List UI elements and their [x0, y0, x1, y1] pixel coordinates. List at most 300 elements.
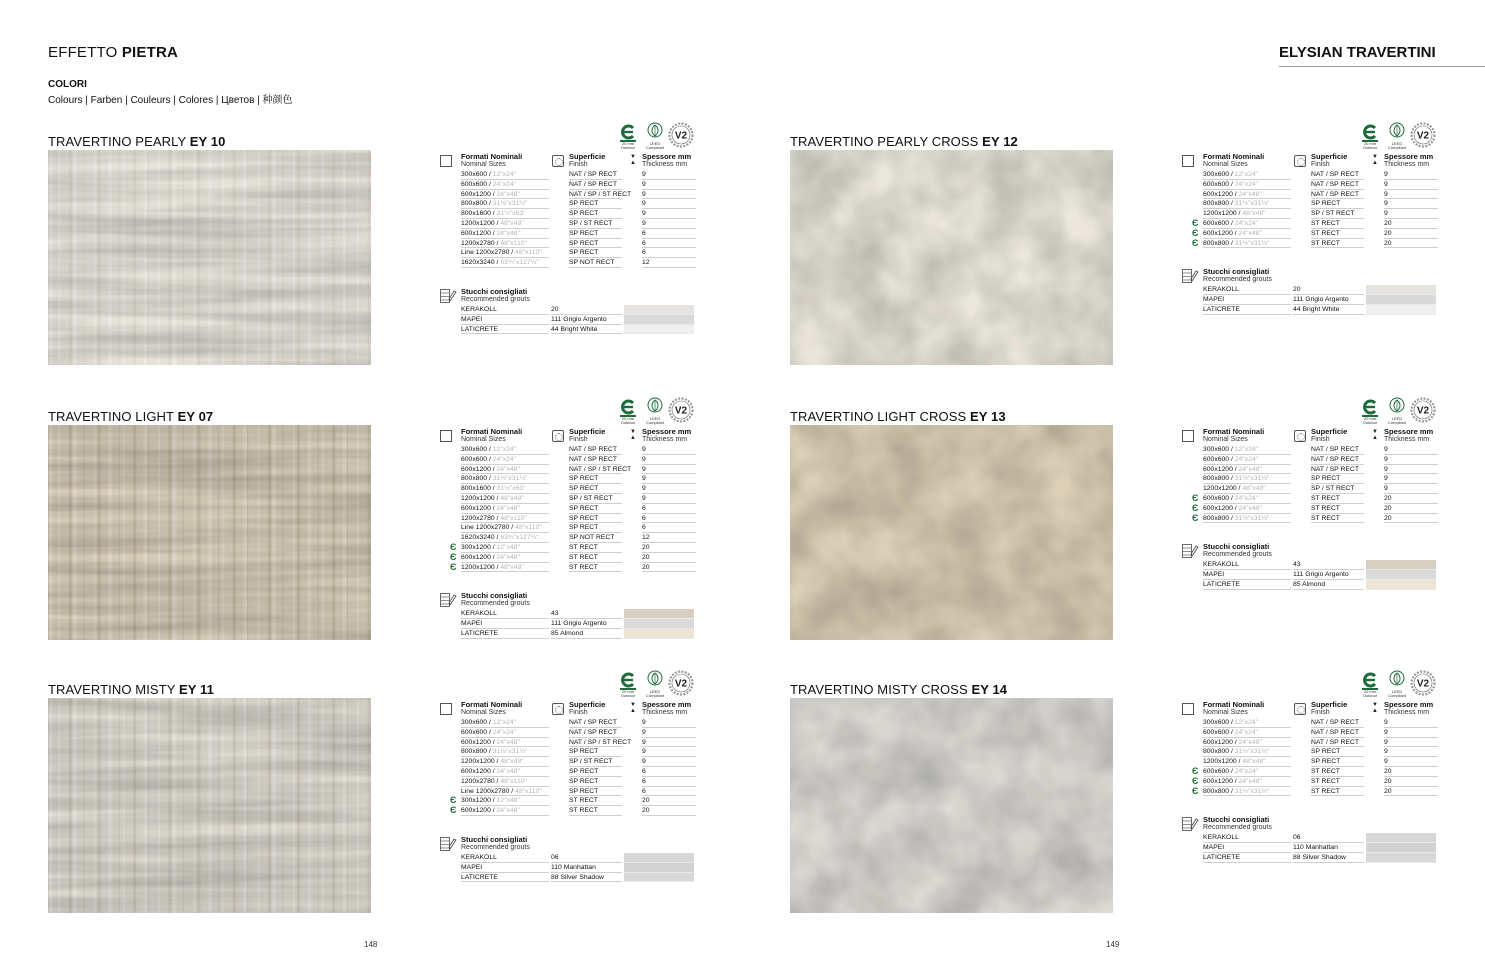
grout-color-swatch [1366, 305, 1436, 315]
outdoor-e-icon: Є [1192, 227, 1199, 238]
size-cell [1203, 787, 1291, 797]
finish-cell: SP RECT [569, 484, 622, 494]
finish-cell: SP RECT [569, 239, 622, 249]
product-code: EY 13 [970, 409, 1006, 424]
tile-swatch-image [48, 698, 371, 913]
finish-cell: SP RECT [1311, 747, 1364, 757]
table-row [440, 787, 696, 797]
thickness-cell: 9 [642, 757, 696, 767]
finish-cell: SP / ST RECT [569, 219, 622, 229]
thickness-cell: 20 [1384, 767, 1438, 777]
grout-heading-en: Recommended grouts [461, 600, 530, 608]
size-cell [1203, 229, 1291, 239]
thickness-cell: 6 [642, 523, 696, 533]
grout-heading-it: Stucchi consigliati [1203, 815, 1270, 825]
thickness-heading [642, 153, 691, 169]
finish-cell: SP RECT [569, 504, 622, 514]
grout-brand: MAPEI [1203, 570, 1291, 580]
size-cell [461, 199, 549, 209]
size-cell [461, 474, 549, 484]
size-inch: 63¾"x127½" [500, 534, 539, 542]
size-cell [461, 718, 549, 728]
size-mm: 600x600 / [461, 180, 491, 188]
grout-table [440, 591, 696, 638]
grout-name: 88 Silver Shadow [551, 873, 622, 883]
product-title [790, 682, 1007, 697]
size-cell [461, 563, 549, 573]
thickness-heading-en: Thickness mm [1384, 161, 1430, 168]
finish-cell: SP RECT [1311, 199, 1364, 209]
finish-cell: SP RECT [1311, 757, 1364, 767]
thickness-cell: 9 [1384, 180, 1438, 190]
grout-color-swatch [1366, 833, 1436, 843]
grout-name: 06 [1293, 833, 1364, 843]
finish-cell: SP RECT [569, 229, 622, 239]
spec-table [1182, 427, 1438, 590]
grout-row [440, 325, 696, 335]
sizes-heading-en: Nominal Sizes [461, 436, 506, 443]
leed-leaf-icon [1388, 397, 1406, 423]
grout-color-swatch [624, 873, 694, 883]
thickness-cell: 9 [642, 190, 696, 200]
size-cell [461, 747, 549, 757]
size-mm: 1200x1200 / [461, 494, 499, 502]
finish-cell: NAT / SP RECT [569, 455, 622, 465]
size-cell [1203, 738, 1291, 748]
finish-cell: SP RECT [569, 767, 622, 777]
finish-heading [1311, 701, 1347, 717]
finish-cell: ST RECT [569, 543, 622, 553]
size-mm: 800x1600 / [461, 485, 495, 493]
thickness-cell: 20 [642, 543, 696, 553]
thickness-cell: 20 [1384, 787, 1438, 797]
size-inch: 24"x48" [496, 767, 520, 775]
size-inch: 12"x48" [496, 797, 520, 805]
outdoor-e-icon [619, 122, 637, 148]
table-row [440, 806, 696, 816]
finish-cell: NAT / SP RECT [1311, 465, 1364, 475]
grout-brand: LATICRETE [461, 873, 549, 883]
size-inch: 24"x24" [1234, 767, 1259, 775]
size-cell [1203, 484, 1291, 494]
thickness-cell: 9 [1384, 718, 1438, 728]
grout-header [440, 591, 696, 609]
size-cell [1203, 747, 1291, 757]
size-mm: 1620x3240 / [461, 259, 499, 267]
size-inch: 24"x48" [496, 807, 520, 815]
grout-color-swatch [624, 305, 694, 315]
grout-name: 44 Bright White [551, 325, 622, 335]
v2-text: V2 [674, 678, 688, 690]
size-cell [1203, 718, 1291, 728]
grout-heading [1203, 543, 1272, 559]
thickness-arrows-icon: ▼ ▲ [630, 702, 636, 714]
size-mm: 300x600 / [461, 719, 491, 726]
size-cell [1203, 757, 1291, 767]
thickness-heading-it: Spessore mm [1384, 700, 1434, 709]
size-mm: 300x600 / [461, 171, 491, 178]
product-card [790, 130, 1450, 400]
grout-brand: LATICRETE [461, 629, 549, 639]
size-mm: 1200x1200 / [1203, 485, 1241, 493]
finish-cell: ST RECT [569, 806, 622, 816]
outdoor-e-icon [619, 397, 637, 423]
size-mm: 1200x1200 / [461, 758, 499, 766]
table-row [440, 767, 696, 777]
leed-leaf-icon [1388, 670, 1406, 696]
thickness-cell: 12 [642, 533, 696, 543]
size-cell [461, 514, 549, 524]
size-inch: 24"x24" [1234, 494, 1259, 502]
finish-cell: NAT / SP RECT [569, 170, 622, 180]
certification-badges [619, 670, 699, 696]
table-row [1182, 747, 1438, 757]
size-inch: 24"x24" [1234, 219, 1259, 227]
size-cell [461, 258, 549, 268]
grout-color-swatch [1366, 570, 1436, 580]
table-row [440, 445, 696, 455]
finish-cell: SP / ST RECT [1311, 484, 1364, 494]
finish-cell: ST RECT [1311, 239, 1364, 249]
grout-table [440, 835, 696, 882]
table-row [1182, 474, 1438, 484]
finish-cell: NAT / SP / ST RECT [569, 190, 632, 198]
finish-surface-icon [1294, 703, 1306, 715]
finish-heading-it: Superficie [1311, 427, 1348, 436]
size-mm: 600x1200 / [1203, 777, 1237, 785]
finish-cell: ST RECT [1311, 219, 1364, 229]
sizes-heading-it: Formati Nominali [461, 427, 523, 436]
size-cell [1203, 190, 1291, 200]
size-mm: 300x1200 / [461, 797, 495, 805]
finish-cell: SP / ST RECT [569, 494, 622, 504]
finish-cell: NAT / SP RECT [569, 180, 622, 190]
finish-cell: NAT / SP RECT [569, 445, 622, 455]
table-row [1182, 170, 1438, 180]
size-inch: 48"x110" [500, 239, 527, 247]
finish-cell: ST RECT [1311, 777, 1364, 787]
size-mm: 600x600 / [461, 728, 491, 736]
grout-heading [461, 592, 530, 608]
leed-leaf-icon [646, 397, 664, 423]
size-cell [461, 787, 549, 797]
grout-brand: KERAKOLL [1203, 560, 1291, 570]
grout-brand: KERAKOLL [1203, 285, 1291, 295]
table-row [440, 455, 696, 465]
product-name: TRAVERTINO PEARLY [48, 134, 186, 149]
spec-table [1182, 152, 1438, 315]
finish-surface-icon [1294, 155, 1306, 167]
size-inch: 48"x48" [1242, 758, 1266, 766]
size-square-icon [440, 703, 452, 715]
size-mm: 800x800 / [461, 748, 491, 756]
outdoor-e-icon: Є [1192, 775, 1199, 786]
thickness-cell: 6 [642, 777, 696, 787]
size-mm: 1200x2780 / [461, 514, 499, 522]
size-mm: 800x800 / [1203, 787, 1233, 795]
size-mm: 1200x1200 / [1203, 210, 1241, 218]
grout-header [440, 835, 696, 853]
size-inch: 24"x48" [1238, 738, 1262, 746]
outdoor-badge-label: 20 mm Outdoor [620, 689, 636, 698]
finish-cell: SP RECT [569, 787, 622, 797]
leed-badge-label: LEED Compliant [1388, 141, 1407, 150]
sizes-heading [1203, 701, 1264, 717]
finish-heading-it: Superficie [569, 700, 606, 709]
grout-heading-it: Stucchi consigliati [461, 591, 528, 601]
size-cell [461, 757, 549, 767]
size-mm: 600x1200 / [461, 190, 495, 198]
finish-cell: SP RECT [569, 747, 622, 757]
grout-header [440, 287, 696, 305]
grout-name: 85 Almond [1293, 580, 1364, 590]
certification-badges [619, 122, 699, 148]
grout-heading-it: Stucchi consigliati [461, 286, 528, 296]
finish-cell: NAT / SP RECT [569, 728, 622, 738]
thickness-cell: 20 [642, 553, 696, 563]
page-number-right: 149 [1106, 940, 1120, 949]
finish-cell: SP RECT [569, 514, 622, 524]
finish-cell: ST RECT [1311, 514, 1364, 524]
thickness-heading-it: Spessore mm [642, 427, 692, 436]
thickness-heading-it: Spessore mm [642, 152, 692, 161]
v2-variation-icon [1410, 122, 1436, 148]
size-inch: 31½"x31½" [1234, 475, 1270, 483]
table-row [440, 543, 696, 553]
size-cell [1203, 445, 1291, 455]
finish-surface-icon [552, 155, 564, 167]
grout-trowel-icon [440, 593, 457, 607]
size-mm: 800x800 / [1203, 475, 1233, 483]
thickness-cell: 9 [1384, 484, 1438, 494]
table-row [440, 190, 696, 200]
product-code: EY 07 [177, 409, 214, 424]
thickness-heading-en: Thickness mm [642, 709, 688, 716]
grout-row [1182, 305, 1438, 315]
header-left: EFFETTO PIETRA [48, 44, 179, 61]
finish-cell: SP RECT [569, 474, 622, 484]
size-mm: 800x1600 / [461, 210, 495, 218]
spec-table [1182, 700, 1438, 863]
product-code: EY 12 [982, 134, 1018, 149]
size-mm: 600x600 / [1203, 219, 1233, 227]
size-cell [461, 170, 549, 180]
thickness-cell: 20 [1384, 229, 1438, 239]
spec-table [440, 427, 696, 639]
outdoor-e-icon: Є [1192, 785, 1199, 796]
table-row [1182, 718, 1438, 728]
table-row [1182, 239, 1438, 249]
table-row [440, 465, 696, 475]
sizes-heading-it: Formati Nominali [1203, 152, 1265, 161]
size-cell [461, 738, 549, 748]
grout-color-swatch [624, 629, 694, 639]
size-mm: 300x1200 / [461, 543, 495, 551]
outdoor-e-icon: Є [450, 561, 457, 572]
table-row [440, 718, 696, 728]
grout-brand: LATICRETE [461, 325, 549, 335]
grout-heading [1203, 268, 1272, 284]
finish-cell: NAT / SP RECT [1311, 180, 1364, 190]
thickness-cell: 9 [1384, 170, 1438, 180]
finish-surface-icon [1294, 430, 1306, 442]
v2-text: V2 [1416, 130, 1430, 142]
spec-table [440, 700, 696, 882]
tile-swatch-image [790, 425, 1113, 640]
thickness-heading [1384, 153, 1433, 169]
outdoor-e-icon: Є [1192, 492, 1199, 503]
colours-translations: Colours | Farben | Couleurs | Colores | Цветов | 种颜色 [48, 95, 293, 106]
grout-name: 06 [551, 853, 622, 863]
size-mm: 1620x3240 / [461, 534, 499, 542]
size-inch: 63¾"x127½" [500, 259, 539, 267]
size-mm: 600x1200 / [1203, 190, 1237, 198]
grout-header [1182, 542, 1438, 560]
size-mm: 600x1200 / [461, 553, 495, 561]
outdoor-badge-label: 20 mm Outdoor [620, 141, 636, 150]
outdoor-e-icon: Є [1192, 765, 1199, 776]
grout-heading-en: Recommended grouts [1203, 824, 1272, 832]
thickness-cell: 12 [642, 258, 696, 268]
finish-cell: SP RECT [569, 199, 622, 209]
sizes-heading [461, 153, 522, 169]
size-inch: 24"x48" [1238, 504, 1262, 512]
finish-surface-icon [552, 703, 564, 715]
size-cell [461, 543, 549, 553]
finish-cell: NAT / SP RECT [1311, 738, 1364, 748]
size-cell [461, 553, 549, 563]
size-inch: 48"x110" [515, 249, 542, 257]
size-square-icon [440, 155, 452, 167]
thickness-cell: 9 [642, 474, 696, 484]
size-mm: 600x600 / [1203, 455, 1233, 463]
thickness-arrows-icon: ▼ ▲ [630, 154, 636, 166]
v2-text: V2 [1416, 405, 1430, 417]
grout-brand: KERAKOLL [461, 609, 549, 619]
thickness-arrows-icon: ▼ ▲ [1372, 154, 1378, 166]
table-row [1182, 190, 1438, 200]
sizes-heading-en: Nominal Sizes [1203, 161, 1248, 168]
grout-trowel-icon [1182, 269, 1199, 283]
thickness-heading-it: Spessore mm [642, 700, 692, 709]
grout-color-swatch [624, 853, 694, 863]
outdoor-badge-label: 20 mm Outdoor [1362, 689, 1378, 698]
thickness-heading [642, 701, 691, 717]
finish-heading-en: Finish [1311, 436, 1330, 443]
tile-swatch-image [790, 698, 1113, 913]
finish-surface-icon [552, 430, 564, 442]
thickness-cell: 6 [642, 248, 696, 258]
size-inch: 24"x48" [496, 504, 520, 512]
finish-heading [569, 701, 605, 717]
size-inch: 31½"x31½" [1234, 787, 1270, 795]
outdoor-e-icon: Є [450, 551, 457, 562]
table-row [1182, 728, 1438, 738]
size-cell [461, 190, 549, 200]
spec-rows [1182, 445, 1438, 523]
finish-heading-it: Superficie [569, 427, 606, 436]
leed-leaf-icon [646, 122, 664, 148]
table-row [440, 248, 696, 258]
thickness-arrows-icon: ▼ ▲ [630, 429, 636, 441]
size-inch: 12"x24" [492, 719, 517, 726]
outdoor-badge-label: 20 mm Outdoor [1362, 141, 1378, 150]
grout-name: 111 Grigio Argento [1293, 570, 1364, 580]
size-inch: 48"x48" [500, 758, 524, 766]
table-row [440, 757, 696, 767]
size-inch: 24"x48" [496, 465, 520, 473]
sizes-heading-en: Nominal Sizes [461, 161, 506, 168]
size-cell [1203, 455, 1291, 465]
finish-heading-en: Finish [1311, 161, 1330, 168]
size-inch: 24"x48" [496, 229, 520, 237]
size-inch: 48"x48" [500, 219, 524, 227]
size-cell [1203, 777, 1291, 787]
outdoor-e-icon: Є [1192, 512, 1199, 523]
size-mm: 600x1200 / [461, 767, 495, 775]
grout-row [1182, 560, 1438, 570]
thickness-heading-en: Thickness mm [1384, 709, 1430, 716]
size-mm: Line 1200x2780 / [461, 249, 514, 257]
size-inch: 24"x24" [492, 728, 517, 736]
grout-row [1182, 843, 1438, 853]
grout-brand: KERAKOLL [461, 853, 549, 863]
product-title [790, 409, 1006, 424]
size-cell [1203, 465, 1291, 475]
size-mm: 600x600 / [1203, 767, 1233, 775]
size-inch: 48"x110" [515, 524, 542, 532]
tile-swatch-image [48, 150, 371, 365]
size-inch: 24"x24" [1234, 728, 1259, 736]
grout-heading [461, 288, 530, 304]
size-mm: 300x600 / [461, 446, 491, 453]
size-square-icon [1182, 703, 1194, 715]
grout-name: 20 [551, 305, 622, 315]
size-inch: 24"x24" [492, 455, 517, 463]
grout-name: 111 Grigio Argento [551, 619, 622, 629]
grout-color-swatch [624, 315, 694, 325]
spec-rows [1182, 170, 1438, 248]
v2-text: V2 [674, 405, 688, 417]
table-row [440, 777, 696, 787]
table-row [1182, 777, 1438, 787]
outdoor-e-icon: Є [1192, 502, 1199, 513]
table-row [1182, 757, 1438, 767]
size-inch: 12"x24" [492, 446, 517, 453]
sizes-heading-en: Nominal Sizes [1203, 436, 1248, 443]
thickness-heading-en: Thickness mm [642, 436, 688, 443]
finish-heading-en: Finish [569, 709, 588, 716]
product-code: EY 11 [179, 682, 214, 697]
size-inch: 12"x24" [1234, 446, 1259, 453]
size-cell [461, 445, 549, 455]
thickness-cell: 9 [1384, 190, 1438, 200]
size-inch: 31½"x31½" [1234, 200, 1270, 208]
thickness-cell: 6 [642, 504, 696, 514]
certification-badges [1361, 122, 1441, 148]
size-inch: 31½"x31½" [492, 475, 528, 483]
sizes-heading [1203, 153, 1264, 169]
grout-trowel-icon [1182, 817, 1199, 831]
grout-heading-it: Stucchi consigliati [461, 834, 528, 844]
grout-heading-en: Recommended grouts [1203, 551, 1272, 559]
grout-row [440, 629, 696, 639]
table-row [1182, 494, 1438, 504]
grout-color-swatch [1366, 285, 1436, 295]
finish-cell: ST RECT [1311, 229, 1364, 239]
size-inch: 48"x48" [1242, 210, 1266, 218]
table-row [440, 209, 696, 219]
